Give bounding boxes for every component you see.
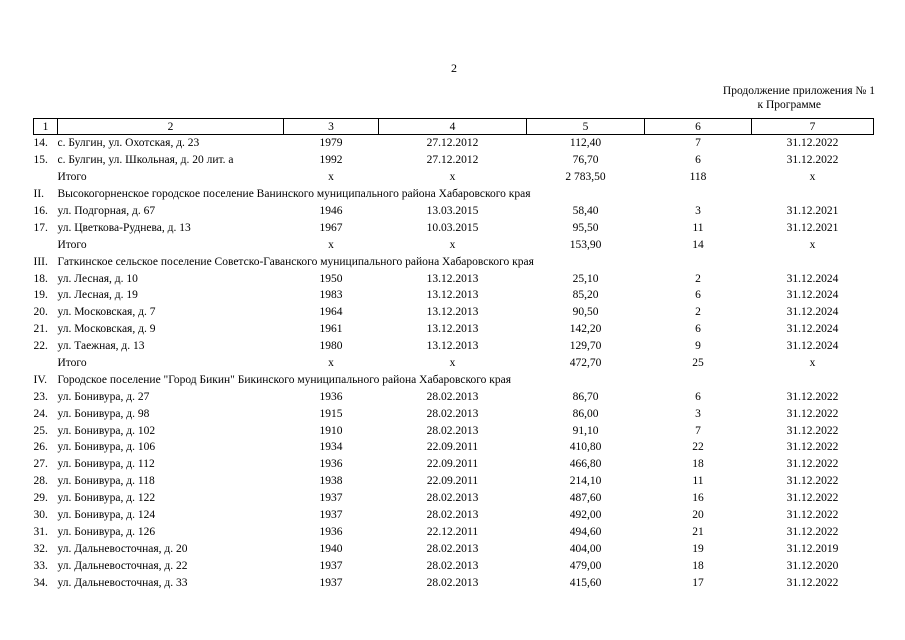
- table-row: [34, 304, 874, 321]
- section-row: [34, 371, 874, 388]
- table-row: [34, 456, 874, 473]
- date-cell: 28.02.2013: [426, 492, 479, 505]
- row-number: 18.: [33, 272, 48, 285]
- address-cell: ул. Цветкова-Руднева, д. 13: [57, 221, 191, 234]
- address-cell: ул. Бонивура, д. 98: [57, 407, 150, 420]
- residents-cell: 11: [692, 221, 704, 234]
- area-cell: 214,10: [569, 475, 602, 488]
- area-cell: 415,60: [569, 576, 602, 589]
- deadline-cell: 31.12.2024: [786, 306, 839, 319]
- residents-cell: 6: [695, 289, 701, 302]
- area-cell: 410,80: [569, 441, 602, 454]
- address-cell: ул. Дальневосточная, д. 20: [57, 542, 188, 555]
- residents-cell: 6: [695, 154, 701, 167]
- deadline-cell: 31.12.2021: [786, 205, 839, 217]
- area-cell: 142,20: [569, 323, 602, 336]
- address-cell: ул. Бонивура, д. 124: [57, 509, 156, 522]
- table-row: [34, 321, 874, 338]
- residents-cell: 25: [692, 357, 704, 370]
- area-cell: 76,70: [572, 154, 599, 167]
- row-number: 28.: [33, 475, 48, 488]
- caption-line-2: к Программе: [757, 99, 821, 111]
- deadline-cell: 31.12.2024: [786, 289, 839, 302]
- year-cell: 1910: [319, 424, 343, 437]
- deadline-cell: 31.12.2020: [786, 559, 839, 572]
- deadline-cell: 31.12.2024: [786, 272, 839, 285]
- row-number: 29.: [33, 492, 48, 505]
- address-cell: ул. Московская, д. 7: [57, 306, 156, 319]
- area-cell: 85,20: [572, 289, 599, 302]
- area-cell: 58,40: [572, 205, 599, 217]
- year-cell: 1936: [319, 525, 343, 538]
- residents-cell: 21: [692, 525, 704, 538]
- row-number: [34, 169, 58, 186]
- address-cell: ул. Бонивура, д. 122: [57, 492, 156, 505]
- column-header: 3: [284, 119, 379, 135]
- date-cell: 13.12.2013: [426, 272, 479, 285]
- deadline-cell: 31.12.2022: [786, 137, 839, 150]
- residents-cell: 18: [692, 458, 704, 471]
- table-row: [34, 169, 874, 186]
- caption-line-1: Продолжение приложения № 1: [722, 85, 875, 97]
- residents-cell: 6: [695, 390, 701, 403]
- address-cell: ул. Бонивура, д. 118: [57, 475, 155, 488]
- area-cell: 2 783,50: [565, 171, 606, 184]
- column-header: 7: [752, 119, 874, 135]
- row-number: 25.: [33, 424, 48, 437]
- year-cell: x: [328, 171, 334, 184]
- date-cell: 27.12.2012: [426, 137, 479, 150]
- residents-cell: 16: [692, 492, 704, 505]
- table-row: [34, 287, 874, 304]
- date-cell: 13.03.2015: [426, 205, 479, 217]
- deadline-cell: 31.12.2022: [786, 154, 839, 167]
- area-cell: 95,50: [572, 221, 599, 234]
- address-cell: ул. Лесная, д. 19: [57, 289, 138, 302]
- residents-cell: 18: [692, 559, 704, 572]
- row-number: 20.: [33, 306, 48, 319]
- deadline-cell: 31.12.2022: [786, 458, 839, 471]
- address-cell: ул. Бонивура, д. 27: [57, 390, 150, 403]
- table-row: [34, 422, 874, 439]
- section-title: Высокогорненское городское поселение Ванинского муниципального района Хабаровского края: [57, 188, 531, 201]
- date-cell: 13.12.2013: [426, 340, 479, 353]
- area-cell: 494,60: [569, 525, 602, 538]
- residents-cell: 3: [695, 205, 701, 217]
- deadline-cell: 31.12.2022: [786, 576, 839, 589]
- address-cell: ул. Таежная, д. 13: [57, 340, 145, 353]
- deadline-cell: 31.12.2022: [786, 475, 839, 488]
- table-row: [34, 355, 874, 372]
- area-cell: 472,70: [569, 357, 602, 370]
- deadline-cell: 31.12.2022: [786, 509, 839, 522]
- residents-cell: 2: [695, 272, 701, 285]
- deadline-cell: 31.12.2022: [786, 390, 839, 403]
- address-cell: ул. Лесная, д. 10: [57, 272, 138, 285]
- area-cell: 86,00: [572, 407, 599, 420]
- row-number: 24.: [33, 407, 48, 420]
- row-number: 34.: [33, 576, 48, 589]
- address-cell: ул. Подгорная, д. 67: [57, 205, 156, 217]
- row-number: 33.: [33, 559, 48, 572]
- deadline-cell: x: [809, 238, 816, 251]
- date-cell: 28.02.2013: [426, 559, 479, 572]
- address-cell: ул. Бонивура, д. 102: [57, 424, 156, 437]
- residents-cell: 9: [695, 340, 701, 353]
- area-cell: 466,80: [569, 458, 602, 471]
- area-cell: 479,00: [569, 559, 602, 572]
- appendix-caption: [640, 84, 875, 112]
- residents-cell: 118: [689, 171, 707, 184]
- row-number: 31.: [33, 525, 48, 538]
- year-cell: 1915: [319, 407, 343, 420]
- year-cell: 1950: [319, 272, 343, 285]
- address-cell: с. Булгин, ул. Школьная, д. 20 лит. а: [57, 154, 234, 167]
- area-cell: 91,10: [572, 424, 599, 437]
- row-number: 32.: [33, 542, 48, 555]
- row-number: 22.: [33, 340, 48, 353]
- date-cell: 28.02.2013: [426, 424, 479, 437]
- area-cell: 153,90: [569, 238, 602, 251]
- residents-cell: 7: [695, 424, 701, 437]
- year-cell: 1937: [319, 576, 343, 589]
- year-cell: 1980: [319, 340, 343, 353]
- deadline-cell: 31.12.2024: [786, 323, 839, 336]
- row-number: 14.: [33, 137, 48, 150]
- table-row: [34, 388, 874, 405]
- deadline-cell: 31.12.2019: [786, 542, 839, 555]
- year-cell: 1983: [319, 289, 343, 302]
- year-cell: 1934: [319, 441, 343, 454]
- address-cell: ул. Бонивура, д. 112: [57, 458, 155, 471]
- row-number: 17.: [33, 221, 48, 234]
- table-row: [34, 236, 874, 253]
- row-number: 27.: [33, 458, 48, 471]
- section-number: IV.: [33, 373, 48, 386]
- address-cell: ул. Бонивура, д. 106: [57, 441, 156, 454]
- area-cell: 487,60: [569, 492, 602, 505]
- row-number: 23.: [33, 390, 48, 403]
- deadline-cell: 31.12.2022: [786, 407, 839, 420]
- address-cell: ул. Дальневосточная, д. 33: [57, 576, 188, 589]
- date-cell: 28.02.2013: [426, 407, 479, 420]
- column-header: 4: [379, 119, 527, 135]
- residents-cell: 3: [695, 407, 701, 420]
- residents-cell: 20: [692, 509, 704, 522]
- table-row: [34, 574, 874, 591]
- residents-cell: 17: [692, 576, 704, 589]
- year-cell: 1961: [319, 323, 343, 336]
- row-number: 15.: [33, 154, 48, 167]
- table-row: [34, 338, 874, 355]
- table-row: [34, 557, 874, 574]
- year-cell: x: [328, 238, 334, 251]
- section-number: III.: [33, 255, 48, 268]
- year-cell: 1937: [319, 492, 343, 505]
- date-cell: 13.12.2013: [426, 306, 479, 319]
- year-cell: 1937: [319, 559, 343, 572]
- date-cell: 13.12.2013: [426, 323, 479, 336]
- deadline-cell: 31.12.2021: [786, 221, 839, 234]
- area-cell: 404,00: [569, 542, 602, 555]
- date-cell: 28.02.2013: [426, 542, 479, 555]
- address-cell: Итого: [57, 171, 87, 184]
- residents-cell: 19: [692, 542, 704, 555]
- row-number: [34, 355, 58, 372]
- column-header: 6: [645, 119, 752, 135]
- row-number: 21.: [33, 323, 48, 336]
- address-cell: ул. Московская, д. 9: [57, 323, 156, 336]
- table-row: [34, 219, 874, 236]
- section-number: II.: [33, 188, 45, 201]
- address-cell: ул. Бонивура, д. 126: [57, 525, 156, 538]
- page-number: 2: [451, 61, 457, 75]
- column-header: 2: [58, 119, 284, 135]
- residents-cell: 14: [692, 238, 704, 251]
- column-header: 1: [34, 119, 58, 135]
- date-cell: 22.09.2011: [426, 458, 479, 471]
- date-cell: 10.03.2015: [426, 221, 479, 234]
- row-number: 26.: [33, 441, 48, 454]
- area-cell: 86,70: [572, 390, 599, 403]
- residents-cell: 22: [692, 441, 704, 454]
- address-cell: ул. Дальневосточная, д. 22: [57, 559, 188, 572]
- year-cell: 1992: [319, 154, 343, 167]
- table-row: [34, 473, 874, 490]
- deadline-cell: 31.12.2022: [786, 441, 839, 454]
- date-cell: x: [449, 171, 456, 184]
- table-row: [34, 152, 874, 169]
- row-number: 16.: [33, 205, 48, 217]
- address-cell: с. Булгин, ул. Охотская, д. 23: [57, 137, 200, 150]
- date-cell: 28.02.2013: [426, 576, 479, 589]
- row-number: [34, 236, 58, 253]
- table-row: [34, 405, 874, 422]
- deadline-cell: x: [809, 171, 816, 184]
- residents-cell: 11: [692, 475, 704, 488]
- year-cell: 1940: [319, 542, 343, 555]
- area-cell: 90,50: [572, 306, 599, 319]
- date-cell: 28.02.2013: [426, 509, 479, 522]
- table-header-row: [34, 119, 874, 135]
- residents-cell: 6: [695, 323, 701, 336]
- year-cell: 1936: [319, 390, 343, 403]
- row-number: 19.: [33, 289, 48, 302]
- table-row: [34, 507, 874, 524]
- date-cell: 28.02.2013: [426, 390, 479, 403]
- section-title: Городское поселение "Город Бикин" Бикинского муниципального района Хабаровского края: [57, 373, 512, 386]
- date-cell: 22.09.2011: [426, 441, 479, 454]
- area-cell: 25,10: [572, 272, 599, 285]
- year-cell: 1964: [319, 306, 343, 319]
- address-cell: Итого: [57, 357, 87, 370]
- date-cell: x: [449, 357, 456, 370]
- column-header: 5: [527, 119, 645, 135]
- deadline-cell: x: [809, 357, 816, 370]
- table-row: [34, 540, 874, 557]
- year-cell: 1946: [319, 205, 343, 217]
- table-row: [34, 439, 874, 456]
- table-row: [34, 270, 874, 287]
- year-cell: x: [328, 357, 334, 370]
- date-cell: 13.12.2013: [426, 289, 479, 302]
- deadline-cell: 31.12.2024: [786, 340, 839, 353]
- date-cell: 22.09.2011: [426, 475, 479, 488]
- deadline-cell: 31.12.2022: [786, 492, 839, 505]
- date-cell: x: [449, 238, 456, 251]
- row-number: 30.: [33, 509, 48, 522]
- area-cell: 492,00: [569, 509, 602, 522]
- table-row: [34, 203, 874, 220]
- deadline-cell: 31.12.2022: [786, 424, 839, 437]
- date-cell: 22.12.2011: [426, 525, 479, 538]
- year-cell: 1937: [319, 509, 343, 522]
- section-title: Гаткинское сельское поселение Советско-Гаванского муниципального района Хабаровского края: [57, 255, 534, 268]
- table-row: [34, 523, 874, 540]
- year-cell: 1936: [319, 458, 343, 471]
- table-row: [34, 135, 874, 152]
- area-cell: 129,70: [569, 340, 602, 353]
- residents-cell: 2: [695, 306, 701, 319]
- address-cell: Итого: [57, 238, 87, 251]
- area-cell: 112,40: [569, 137, 602, 150]
- year-cell: 1967: [319, 221, 343, 234]
- date-cell: 27.12.2012: [426, 154, 479, 167]
- year-cell: 1938: [319, 475, 343, 488]
- year-cell: 1979: [319, 137, 343, 150]
- table-row: [34, 490, 874, 507]
- housing-table: [33, 118, 874, 591]
- deadline-cell: 31.12.2022: [786, 525, 839, 538]
- section-row: [34, 253, 874, 270]
- section-row: [34, 186, 874, 203]
- residents-cell: 7: [695, 137, 701, 150]
